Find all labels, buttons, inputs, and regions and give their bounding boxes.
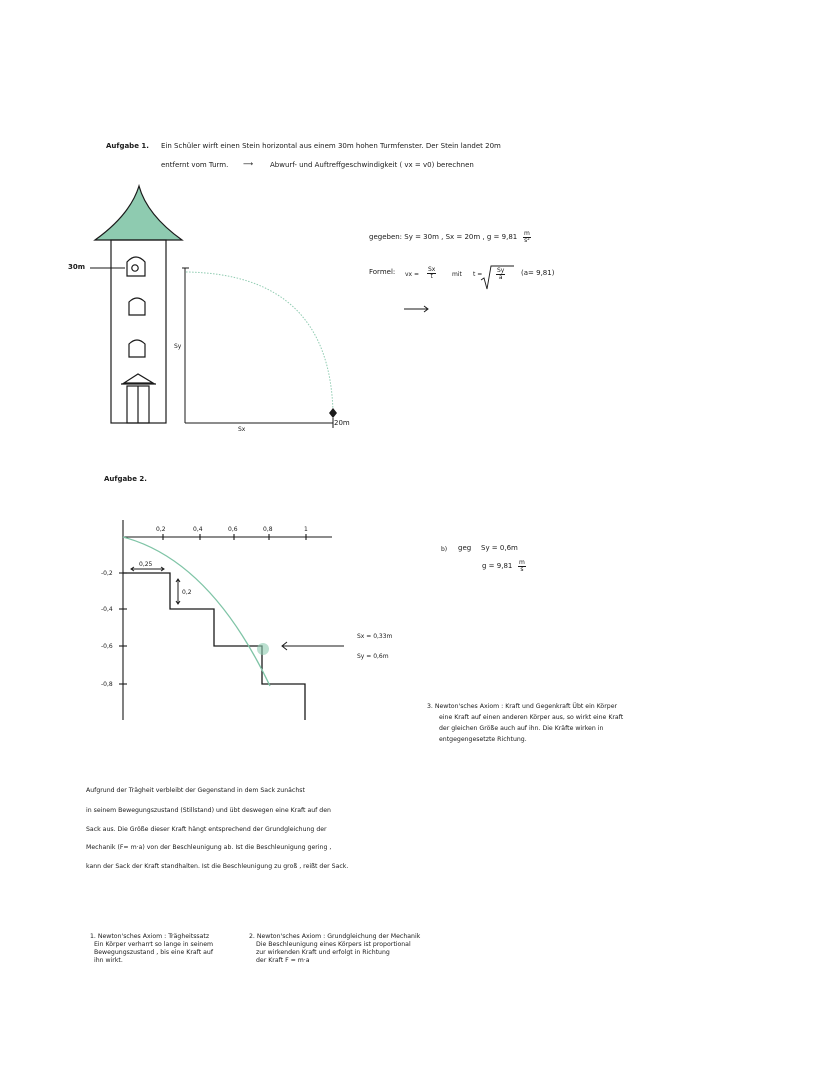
axiom3-line: entgegengesetzte Richtung.	[439, 736, 527, 743]
formula-label: Formel:	[369, 268, 396, 276]
person-in-window	[132, 265, 138, 271]
sx-label: Sx	[238, 426, 246, 433]
x-tick-0.2: 0,2	[156, 526, 166, 533]
axiom2-line: Die Beschleunigung eines Körpers ist proportional	[256, 941, 411, 948]
axiom3-line: 3. Newton'sches Axiom : Kraft und Gegenkraft Übt ein Körper	[427, 703, 618, 710]
impact-pointer-arrow	[282, 642, 344, 650]
axiom1-line: ihn wirkt.	[94, 957, 123, 964]
part-b-g: g = 9,81	[482, 562, 513, 570]
tower-window-2	[129, 298, 145, 315]
formula-mit: mit	[452, 271, 462, 278]
height-label: 30m	[68, 263, 86, 271]
impact-sx: Sx = 0,33m	[357, 633, 393, 640]
axiom3-line: eine Kraft auf einen anderen Körper aus, so wirkt eine Kraft	[439, 714, 624, 721]
paragraph-line: Mechanik (F= m·a) von der Beschleunigung ab. Ist die Beschleunigung gering ,	[86, 844, 332, 851]
given-unit	[523, 231, 531, 244]
tower-window-top	[127, 257, 145, 276]
formula-fraction-den: t	[430, 273, 433, 280]
formula-vx: vx =	[405, 271, 420, 278]
formula-note: (a= 9,81)	[521, 269, 555, 277]
paragraph-line: kann der Sack der Kraft standhalten. Ist die Beschleunigung zu groß , reißt der Sack.	[86, 863, 349, 870]
task1-statement-line2a: entfernt vom Turm.	[161, 161, 229, 169]
task1-label: Aufgabe 1.	[106, 142, 149, 150]
landing-stone	[329, 408, 337, 418]
task1-axes	[182, 268, 333, 428]
tower-illustration	[95, 186, 182, 423]
given-values: gegeben: Sy = 30m , Sx = 20m , g = 9,81	[369, 233, 518, 241]
task2-axes	[119, 520, 332, 720]
axiom2-line: zur wirkenden Kraft und erfolgt in Richtung	[256, 949, 390, 956]
part-b-g-unit-den: s	[520, 566, 524, 573]
tower-door-roof	[124, 374, 153, 383]
x-tick-0.6: 0,6	[228, 526, 238, 533]
y-tick-0.4: -0,4	[101, 606, 113, 613]
x-tick-0.4: 0,4	[193, 526, 203, 533]
formula-root-den: a	[498, 274, 503, 281]
task1-statement-arrow: ⟶	[243, 160, 254, 168]
impact-sy: Sy = 0,6m	[357, 653, 389, 660]
y-tick-0.8: -0,8	[101, 681, 113, 688]
paragraph-line: in seinem Bewegungszustand (Stillstand) und übt deswegen eine Kraft auf den	[86, 807, 331, 814]
step-width-label: 0,25	[139, 561, 153, 568]
x-tick-0.8: 0,8	[263, 526, 273, 533]
axiom1-line: Ein Körper verharrt so lange in seinem	[94, 941, 214, 948]
paragraph-line: Aufgrund der Trägheit verbleibt der Gegenstand in dem Sack zunächst	[86, 787, 305, 794]
tower-roof	[95, 186, 182, 240]
part-b-geg: geg	[458, 544, 472, 552]
y-tick-0.2: -0,2	[101, 570, 113, 577]
distance-label: 20m	[334, 419, 350, 427]
axiom1-line: 1. Newton'sches Axiom : Trägheitssatz	[90, 933, 210, 940]
x-tick-1: 1	[304, 526, 308, 533]
paragraph-line: Sack aus. Die Größe dieser Kraft hängt entsprechend der Grundgleichung der	[86, 826, 327, 833]
part-b-sy: Sy = 0,6m	[481, 544, 518, 552]
formula-root-fraction	[496, 268, 505, 281]
axiom3-line: der gleichen Größe auch auf ihn. Die Kräfte wirken in	[439, 725, 604, 732]
tower-window-3	[129, 340, 145, 357]
result-arrow	[404, 306, 428, 312]
staircase	[123, 573, 305, 720]
axiom2-line: der Kraft F = m·a	[256, 957, 310, 964]
given-unit-numerator: m	[524, 230, 530, 237]
axiom2-line: 2. Newton'sches Axiom : Grundgleichung der Mechanik	[249, 933, 421, 940]
step-height-label: 0,2	[182, 589, 192, 596]
y-tick-0.6: -0,6	[101, 643, 113, 650]
given-unit-denominator: s²	[524, 237, 530, 244]
part-b-label: b)	[441, 546, 448, 553]
sy-label: Sy	[174, 343, 182, 350]
formula-t: t =	[473, 271, 483, 278]
formula-fraction-num: Sx	[428, 266, 436, 273]
impact-marker	[257, 643, 269, 655]
task1-statement-line1: Ein Schüler wirft einen Stein horizontal aus einem 30m hohen Turmfenster. Der Stein landet 20m	[161, 142, 501, 150]
task1-statement-line2b: Abwurf- und Auftreffgeschwindigkeit ( vx = v0) berechnen	[270, 161, 474, 169]
task1-trajectory	[186, 272, 333, 413]
part-b-g-unit	[518, 560, 526, 573]
formula-fraction	[427, 267, 436, 280]
part-b-g-unit-num: m	[519, 559, 525, 566]
axiom1-line: Bewegungszustand , bis eine Kraft auf	[94, 949, 214, 956]
formula-root-num: Sy	[497, 267, 505, 274]
task2-label: Aufgabe 2.	[104, 475, 147, 483]
